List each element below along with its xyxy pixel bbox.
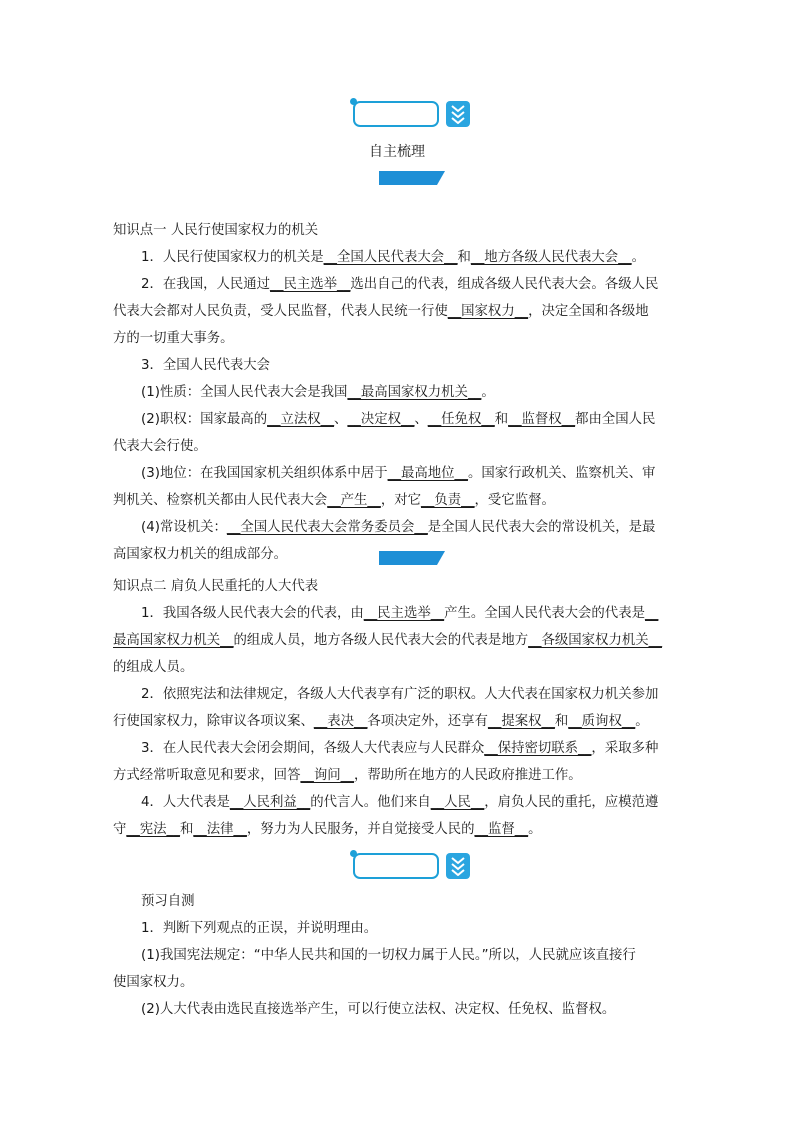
q1-1-cont: 使国家权力。 [113,975,194,990]
kp1-p1: 1．人民行使国家权力的机关是__全国人民代表大会__和__地方各级人民代表大会__。 [141,250,645,265]
section-title: 自主梳理 [369,144,425,160]
q1: 1．判断下列观点的正误，并说明理由。 [141,921,378,936]
kp1-p3-2-cont: 代表大会行使。 [113,439,207,454]
double-chevron-down-icon [446,101,470,127]
kp1-p3-4-cont: 高国家权力机关的组成部分。 [113,547,288,562]
kp2-p3: 3．在人民代表大会闭会期间，各级人大代表应与人民群众__保持密切联系__，采取多种 [141,741,659,756]
kp1-p3-1: (1)性质：全国人民代表大会是我国__最高国家权力机关__。 [141,385,495,400]
kp2-p4: 4．人大代表是__人民利益__的代言人。他们来自__人民__，肩负人民的重托，应模范遵 [141,795,659,810]
kp1-p3-4: (4)常设机关：__全国人民代表大会常务委员会__是全国人民代表大会的常设机关，是最 [141,520,656,535]
kp2-p2: 2．依照宪法和法律规定，各级人大代表享有广泛的职权。人大代表在国家权力机关参加 [141,687,659,702]
kp2-p1-end: 的组成人员。 [113,660,194,675]
kp1-p3-3: (3)地位：在我国国家机关组织体系中居于__最高地位__。国家行政机关、监察机关、审 [141,466,656,481]
kp1-p2: 2．在我国，人民通过__民主选举__选出自己的代表，组成各级人民代表大会。各级人民 [141,277,659,292]
kp2-p1: 1．我国各级人民代表大会的代表，由__民主选举__产生。全国人民代表大会的代表是__ [141,606,659,621]
kp1-p3-3-cont: 判机关、检察机关都由人民代表大会__产生__，对它__负责__，受它监督。 [113,493,555,508]
section-header-box [353,101,439,127]
kp2-p3-cont: 方式经常听取意见和要求，回答__询问__，帮助所在地方的人民政府推进工作。 [113,768,582,783]
section-header-box [353,853,439,879]
kp2-p2-cont: 行使国家权力，除审议各项议案、__表决__各项决定外，还享有__提案权__和__质询权__。 [113,714,649,729]
paragraph-banner [379,171,445,185]
paragraph-banner [379,551,445,565]
kp2-p4-cont: 守__宪法__和__法律__，努力为人民服务，并自觉接受人民的__监督__。 [113,822,542,837]
header-dot-icon [350,850,357,857]
double-chevron-down-icon [446,853,470,879]
kp2-p1-cont: 最高国家权力机关__的组成人员，地方各级人民代表大会的代表是地方__各级国家权力机关__ [113,633,663,648]
q1-1: (1)我国宪法规定：“中华人民共和国的一切权力属于人民。”所以，人民就应该直接行 [141,948,636,963]
kp1-p2-end: 方的一切重大事务。 [113,331,234,346]
kp2-heading: 知识点二 肩负人民重托的人大代表 [113,579,319,594]
kp1-heading: 知识点一 人民行使国家权力的机关 [113,223,319,238]
section2-title: 预习自测 [141,894,195,909]
kp1-p2-cont: 代表大会都对人民负责，受人民监督，代表人民统一行使__国家权力__，决定全国和各级地 [113,304,649,319]
q1-2: (2)人大代表由选民直接选举产生，可以行使立法权、决定权、任免权、监督权。 [141,1002,616,1017]
kp1-p3: 3．全国人民代表大会 [141,358,271,373]
header-dot-icon [350,98,357,105]
kp1-p3-2: (2)职权：国家最高的__立法权__、__决定权__、__任免权__和__监督权__都由全国人民 [141,412,656,427]
